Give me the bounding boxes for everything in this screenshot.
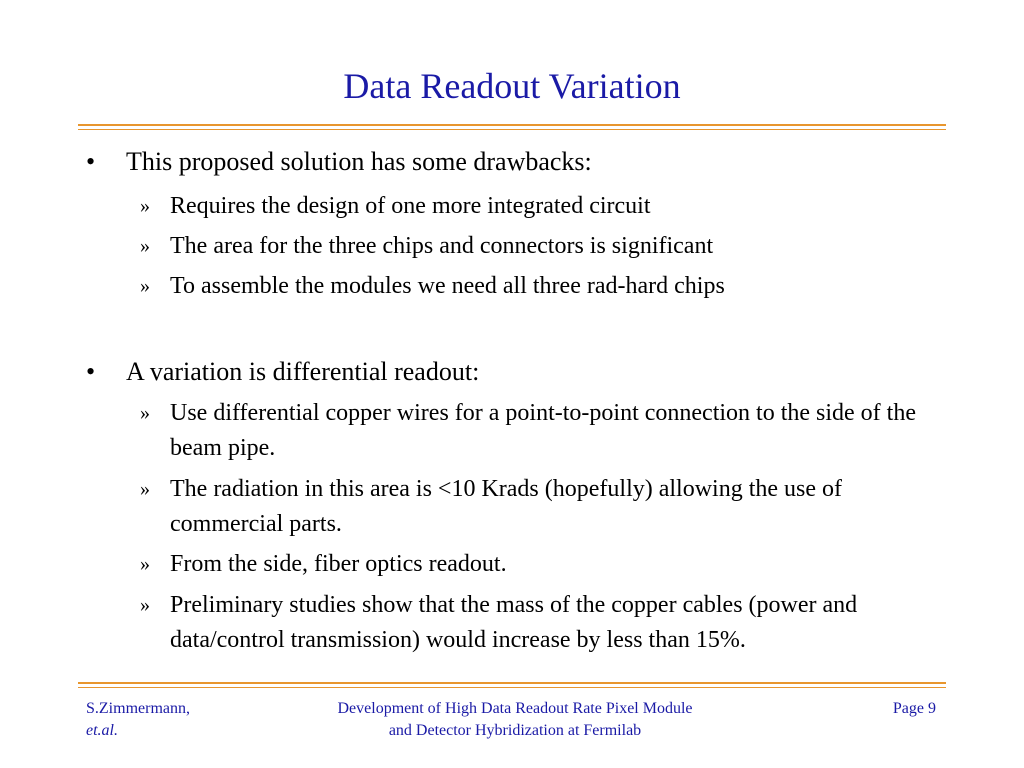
sub-bullet-item xyxy=(140,547,940,582)
sub-bullet-mark: » xyxy=(140,594,150,616)
title-rule-bottom xyxy=(78,129,946,130)
title-rule-top xyxy=(78,124,946,126)
footer-rule-top xyxy=(78,682,946,684)
footer-presentation-title xyxy=(280,698,750,742)
sub-bullet-mark: » xyxy=(140,402,150,424)
sub-bullet-mark: » xyxy=(140,195,150,217)
footer-author-etal: et.al. xyxy=(86,722,118,739)
sub-bullet-item xyxy=(140,189,940,224)
sub-bullet-mark: » xyxy=(140,235,150,257)
sub-bullet-text: The area for the three chips and connectors is significant xyxy=(170,233,714,259)
sub-bullet-item xyxy=(140,588,940,658)
sub-bullet-mark: » xyxy=(140,553,150,575)
sub-bullet-item xyxy=(140,396,940,466)
sub-bullet-mark: » xyxy=(140,275,150,297)
footer-author xyxy=(86,698,190,742)
footer-page-number: Page 9 xyxy=(892,700,936,717)
bullet-mark: • xyxy=(86,147,96,176)
sub-bullet-mark: » xyxy=(140,478,150,500)
bullet-text: A variation is differential readout: xyxy=(126,357,480,386)
footer-title-line-1: Development of High Data Readout Rate Pixel Module xyxy=(337,700,693,717)
footer-rule-bottom xyxy=(78,687,946,688)
sub-bullet-text: Preliminary studies show that the mass of the copper cables (power and data/control transmission) would increase by less than 15%. xyxy=(170,592,858,653)
footer-author-name: S.Zimmermann, xyxy=(86,700,190,717)
sub-bullet-item xyxy=(140,229,940,264)
sub-bullet-text: From the side, fiber optics readout. xyxy=(170,551,507,577)
sub-bullet-item xyxy=(140,472,940,542)
footer-title-line-2: and Detector Hybridization at Fermilab xyxy=(388,722,642,739)
sub-bullet-text: The radiation in this area is <10 Krads (hopefully) allowing the use of commercial parts. xyxy=(170,476,843,537)
sub-bullet-text: Requires the design of one more integrated circuit xyxy=(170,193,651,219)
slide-title: Data Readout Variation xyxy=(343,66,681,106)
bullet-text: This proposed solution has some drawbacks: xyxy=(126,147,592,176)
sub-bullet-text: To assemble the modules we need all three rad-hard chips xyxy=(170,273,725,299)
sub-bullet-text: Use differential copper wires for a point-to-point connection to the side of the beam pipe. xyxy=(170,400,916,461)
sub-bullet-item xyxy=(140,269,940,304)
bullet-mark: • xyxy=(86,357,96,386)
